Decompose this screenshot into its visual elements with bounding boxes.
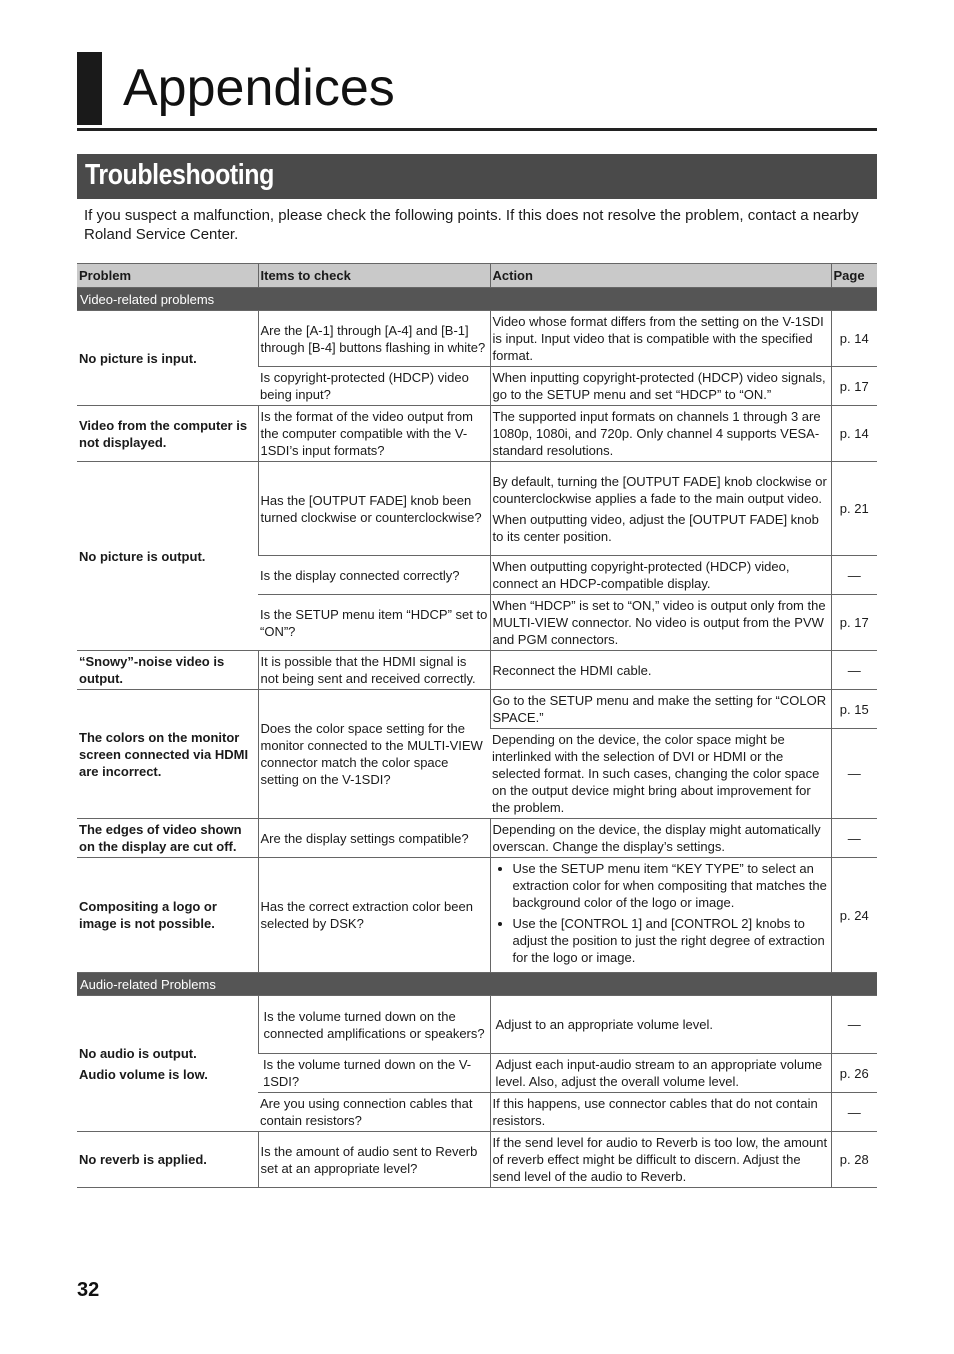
page-number: 32 — [77, 1279, 100, 1301]
action-text: By default, turning the [OUTPUT FADE] knob clockwise or counterclockwise applies a fade to the main output video. — [492, 473, 827, 506]
problem-cell: “Snowy”-noise video is output. — [77, 651, 258, 690]
check-cell: Are you using connection cables that contain resistors? — [258, 1093, 490, 1132]
action-cell: Reconnect the HDMI cable. — [490, 651, 831, 690]
page-ref: p. 28 — [831, 1132, 877, 1188]
check-cell: Does the color space setting for the monitor connected to the MULTI-VIEW connector match the color space setting on the V-1SDI? — [258, 690, 490, 819]
page-ref: — — [831, 819, 877, 858]
check-cell: Has the correct extraction color been selected by DSK? — [258, 858, 490, 973]
problem-cell: Video from the computer is not displayed. — [77, 406, 258, 462]
chapter-title: Appendices — [123, 59, 395, 117]
troubleshooting-table — [77, 263, 877, 1188]
page-ref: p. 26 — [831, 1054, 877, 1093]
problem-cell: The edges of video shown on the display are cut off. — [77, 819, 258, 858]
problem-cell — [77, 996, 258, 1132]
action-cell: Adjust each input-audio stream to an appropriate volume level. Also, adjust the overall volume level. — [490, 1054, 831, 1093]
table-row — [77, 996, 877, 1054]
action-cell: If this happens, use connector cables that do not contain resistors. — [490, 1093, 831, 1132]
action-cell: Video whose format differs from the setting on the V-1SDI is input. Input video that is compatible with the specified format. — [490, 311, 831, 367]
table-row — [77, 690, 877, 729]
check-cell: Is the display connected correctly? — [258, 556, 490, 595]
table-row — [77, 311, 877, 367]
check-cell: It is possible that the HDMI signal is not being sent and received correctly. — [258, 651, 490, 690]
chapter-marker-bar — [77, 52, 102, 125]
problem-cell: No reverb is applied. — [77, 1132, 258, 1188]
action-cell: When “HDCP” is set to “ON,” video is output only from the MULTI-VIEW connector. No video is output from the PVW and PGM connectors. — [490, 595, 831, 651]
header-action: Action — [490, 264, 831, 288]
problem-text: Audio volume is low. — [79, 1066, 208, 1082]
category-row-video — [77, 288, 877, 311]
table-header-row — [77, 264, 877, 288]
table-row — [77, 819, 877, 858]
check-cell: Is the format of the video output from the computer compatible with the V-1SDI’s input formats? — [258, 406, 490, 462]
table-row — [77, 406, 877, 462]
table-row — [77, 651, 877, 690]
problem-text: No audio is output. — [79, 1045, 197, 1061]
action-cell: When inputting copyright-protected (HDCP) video signals, go to the SETUP menu and set “HDCP” to “ON.” — [490, 367, 831, 406]
problem-cell: No picture is output. — [77, 462, 258, 651]
chapter-header — [77, 52, 877, 131]
page-ref: p. 17 — [831, 595, 877, 651]
section-title: Troubleshooting — [85, 159, 274, 191]
header-page: Page — [831, 264, 877, 288]
category-label: Audio-related Problems — [77, 973, 877, 996]
intro-paragraph: If you suspect a malfunction, please check the following points. If this does not resolve the problem, contact a nearby Roland Service Center. — [84, 207, 859, 243]
problem-cell: The colors on the monitor screen connected via HDMI are incorrect. — [77, 690, 258, 819]
action-cell: Depending on the device, the display might automatically overscan. Change the display’s settings. — [490, 819, 831, 858]
action-cell: If the send level for audio to Reverb is too low, the amount of reverb effect might be difficult to discern. Adjust the send level of the audio to Reverb. — [490, 1132, 831, 1188]
check-cell: Is the SETUP menu item “HDCP” set to “ON”? — [258, 595, 490, 651]
page-ref: p. 17 — [831, 367, 877, 406]
page-ref: — — [831, 729, 877, 819]
check-cell: Are the [A-1] through [A-4] and [B-1] through [B-4] buttons flashing in white? — [258, 311, 490, 367]
action-cell: The supported input formats on channels 1 through 3 are 1080p, 1080i, and 720p. Only channel 4 supports VESA-standard resolutions. — [490, 406, 831, 462]
table-row — [77, 462, 877, 556]
action-cell: Adjust to an appropriate volume level. — [490, 996, 831, 1054]
page-ref: p. 14 — [831, 406, 877, 462]
problem-cell: Compositing a logo or image is not possible. — [77, 858, 258, 973]
action-cell — [490, 858, 831, 973]
action-cell: Go to the SETUP menu and make the setting for “COLOR SPACE.” — [490, 690, 831, 729]
list-item: • Use the [CONTROL 1] and [CONTROL 2] knobs to adjust the position to just the right degree of extraction for the logo or image. — [513, 915, 829, 966]
page-ref: p. 15 — [831, 690, 877, 729]
page-ref: — — [831, 996, 877, 1054]
page-ref: — — [831, 1093, 877, 1132]
check-cell: Is the volume turned down on the connected amplifications or speakers? — [258, 996, 490, 1054]
header-problem: Problem — [77, 264, 258, 288]
action-cell: Depending on the device, the color space might be interlinked with the selection of DVI or HDMI or the selected format. In such cases, changing the color space on the output device might bring about improvement for the problem. — [490, 729, 831, 819]
action-text: When outputting video, adjust the [OUTPUT FADE] knob to its center position. — [492, 511, 819, 544]
action-cell: When outputting copyright-protected (HDCP) video, connect an HDCP-compatible display. — [490, 556, 831, 595]
page-ref: p. 24 — [831, 858, 877, 973]
action-bullet-list — [493, 860, 829, 966]
page-ref: p. 14 — [831, 311, 877, 367]
category-label: Video-related problems — [77, 288, 877, 311]
check-cell: Is the amount of audio sent to Reverb set at an appropriate level? — [258, 1132, 490, 1188]
table-row — [77, 858, 877, 973]
page-ref: p. 21 — [831, 462, 877, 556]
section-header — [77, 154, 877, 199]
page-ref: — — [831, 556, 877, 595]
check-cell: Is the volume turned down on the V-1SDI? — [258, 1054, 490, 1093]
category-row-audio — [77, 973, 877, 996]
header-items-to-check: Items to check — [258, 264, 490, 288]
problem-cell: No picture is input. — [77, 311, 258, 406]
check-cell: Are the display settings compatible? — [258, 819, 490, 858]
action-cell — [490, 462, 831, 556]
page-ref: — — [831, 651, 877, 690]
check-cell: Is copyright-protected (HDCP) video being input? — [258, 367, 490, 406]
check-cell: Has the [OUTPUT FADE] knob been turned clockwise or counterclockwise? — [258, 462, 490, 556]
table-row — [77, 1132, 877, 1188]
list-item: • Use the SETUP menu item “KEY TYPE” to select an extraction color for when compositing that matches the background color of the logo or image. — [513, 860, 829, 911]
